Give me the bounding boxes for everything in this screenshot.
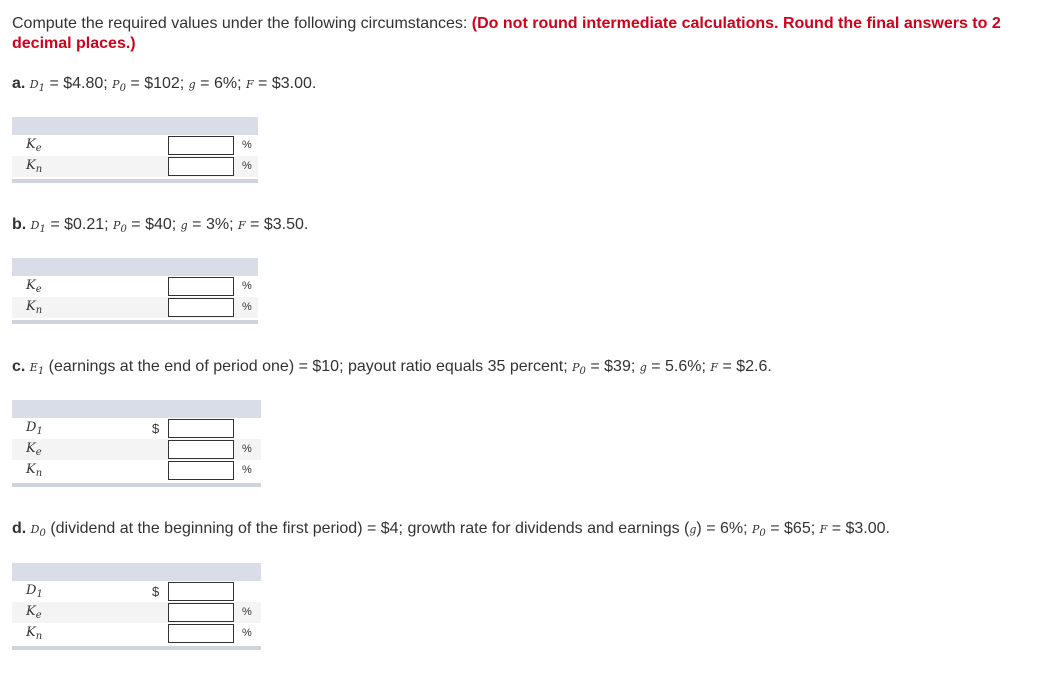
d-ke-input[interactable] [168, 603, 234, 622]
problem-c-statement: c. $E_1$ (earnings at the end of period one) = $10; payout ratio equals 35 percent; $P_0$ = $39; g = 5.6%; F = $2.6. [12, 358, 772, 377]
problem-a-statement: a. $D_1$ = $4.80; $P_0$ = $102; g = 6%; F = $3.00. [12, 75, 317, 94]
percent-unit: % [242, 160, 252, 172]
d1-label: $D_1$ [26, 583, 43, 600]
problem-d-label: d. [12, 520, 27, 537]
table-row-kn [12, 623, 261, 644]
ke-label: $K_e$ [26, 604, 42, 621]
percent-unit: % [242, 139, 252, 151]
var-d1: $D_1$ [29, 78, 45, 94]
var-p0: $P_0$ [113, 219, 127, 235]
var-f: F [245, 78, 254, 91]
table-row-ke [12, 439, 261, 460]
percent-unit: % [242, 301, 252, 313]
dollar-unit: $ [152, 584, 160, 599]
table-row-d1 [12, 581, 261, 602]
kn-label: $K_n$ [26, 462, 43, 479]
d1-label: $D_1$ [26, 420, 43, 437]
table-row-kn [12, 156, 258, 177]
var-f: F [237, 219, 246, 232]
var-d0: $D_0$ [30, 523, 46, 539]
answer-table-b [12, 258, 258, 324]
b-kn-input[interactable] [168, 298, 234, 317]
var-d1: $D_1$ [30, 219, 46, 235]
table-row-ke [12, 276, 258, 297]
percent-unit: % [242, 627, 252, 639]
ke-label: $K_e$ [26, 441, 42, 458]
table-footer [12, 483, 261, 487]
table-header [12, 400, 261, 418]
table-header [12, 563, 261, 581]
problem-d-statement: d. $D_0$ (dividend at the beginning of the first period) = $4; growth rate for dividends and earnings (g) = 6%; $P_0$ = $65; F = $3.00. [12, 520, 890, 539]
b-ke-input[interactable] [168, 277, 234, 296]
table-row-d1 [12, 418, 261, 439]
var-p0: $P_0$ [752, 523, 766, 539]
answer-table-c [12, 400, 261, 487]
problem-b-label: b. [12, 216, 27, 233]
table-row-kn [12, 460, 261, 481]
problem-b-statement: b. $D_1$ = $0.21; $P_0$ = $40; g = 3%; F = $3.50. [12, 216, 309, 235]
var-p0: $P_0$ [112, 78, 126, 94]
var-e1: $E_1$ [29, 361, 45, 377]
problem-a-label: a. [12, 75, 26, 92]
answer-table-d [12, 563, 261, 650]
dollar-unit: $ [152, 421, 160, 436]
percent-unit: % [242, 464, 252, 476]
problem-c-label: c. [12, 358, 26, 375]
table-footer [12, 320, 258, 324]
d-d1-input[interactable] [168, 582, 234, 601]
a-ke-input[interactable] [168, 136, 234, 155]
instructions-text: Compute the required values under the following circumstances: [12, 15, 472, 32]
c-kn-input[interactable] [168, 461, 234, 480]
table-footer [12, 179, 258, 183]
percent-unit: % [242, 280, 252, 292]
c-d1-input[interactable] [168, 419, 234, 438]
var-p0: $P_0$ [572, 361, 586, 377]
instructions [12, 14, 1052, 54]
percent-unit: % [242, 606, 252, 618]
d-kn-input[interactable] [168, 624, 234, 643]
table-row-kn [12, 297, 258, 318]
ke-label: $K_e$ [26, 137, 42, 154]
kn-label: $K_n$ [26, 158, 43, 175]
table-row-ke [12, 135, 258, 156]
table-footer [12, 646, 261, 650]
var-g: g [689, 523, 697, 536]
a-kn-input[interactable] [168, 157, 234, 176]
percent-unit: % [242, 443, 252, 455]
var-g: g [180, 219, 188, 232]
kn-label: $K_n$ [26, 299, 43, 316]
var-g: g [639, 361, 647, 374]
table-header [12, 258, 258, 276]
answer-table-a [12, 117, 258, 183]
var-f: F [710, 361, 719, 374]
var-f: F [819, 523, 828, 536]
var-g: g [188, 78, 196, 91]
c-ke-input[interactable] [168, 440, 234, 459]
table-row-ke [12, 602, 261, 623]
kn-label: $K_n$ [26, 625, 43, 642]
table-header [12, 117, 258, 135]
ke-label: $K_e$ [26, 278, 42, 295]
rounding-warning: (Do not round intermediate calculations. Round the final answers to 2 decimal places.) [12, 15, 1001, 52]
